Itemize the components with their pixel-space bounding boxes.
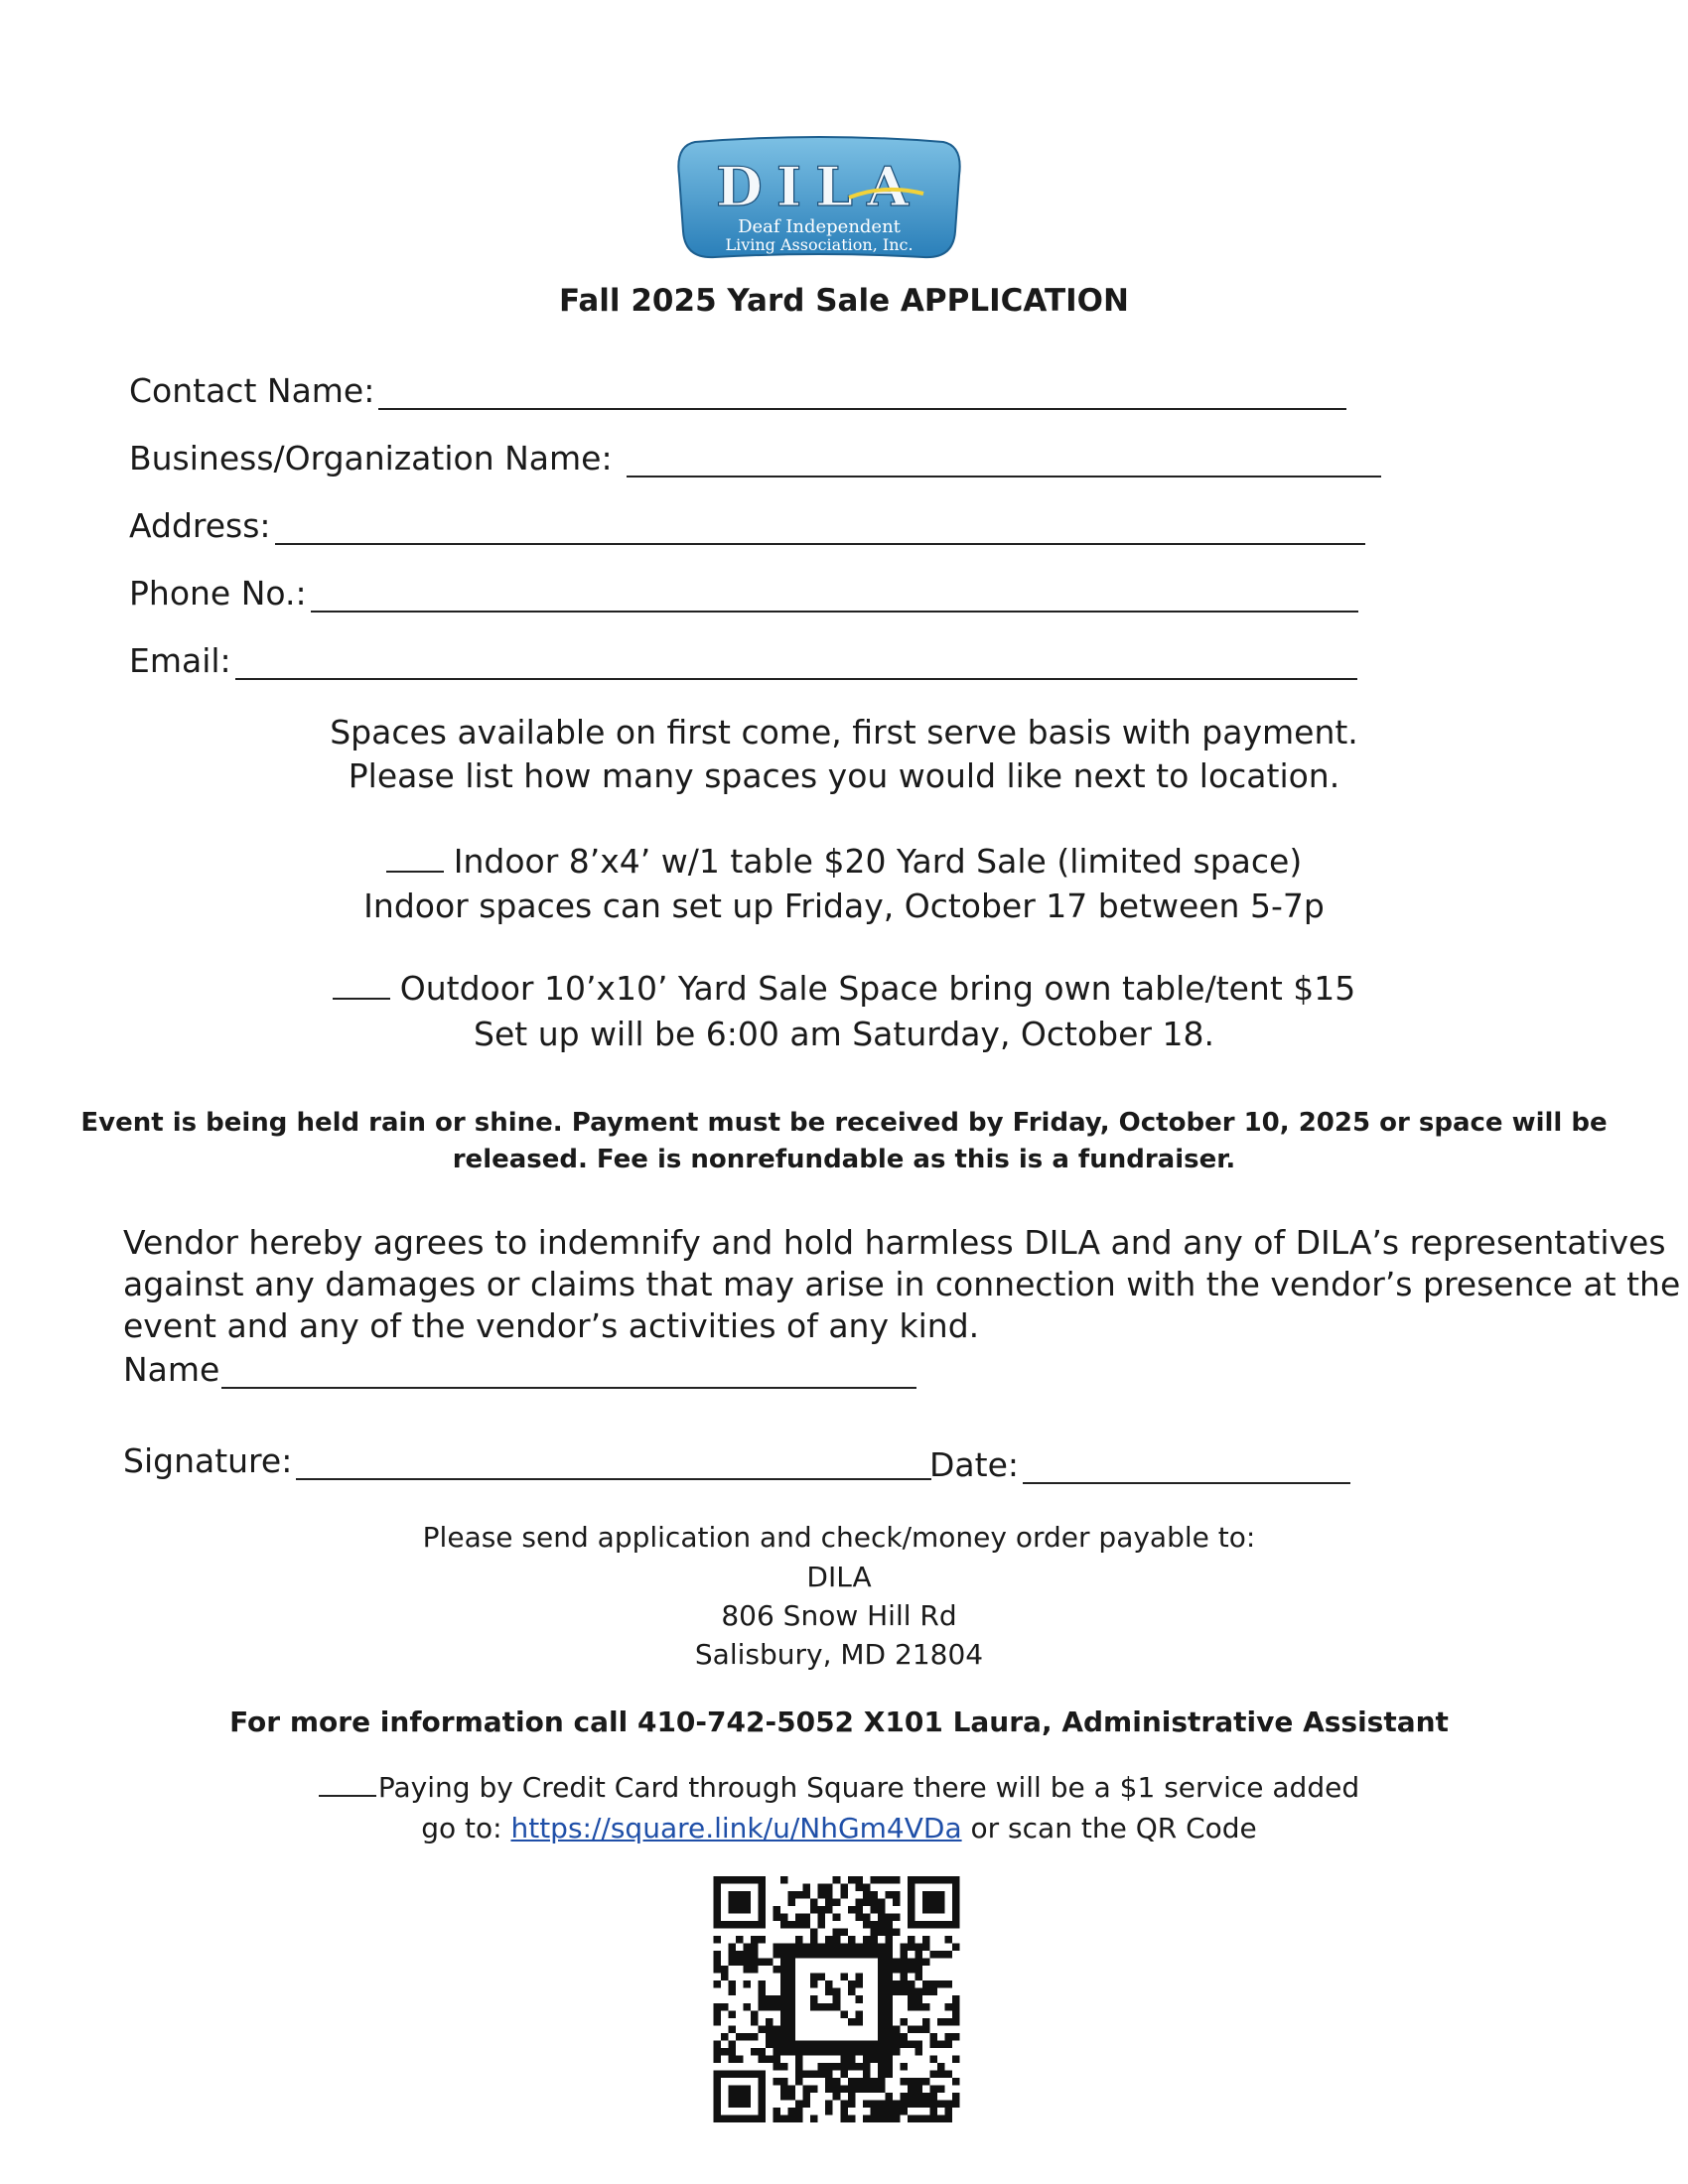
outdoor-count-blank[interactable] bbox=[333, 998, 390, 1000]
waiver-name-line[interactable] bbox=[221, 1387, 916, 1389]
contact-name-line[interactable] bbox=[378, 408, 1346, 410]
spaces-line1: Spaces available on first come, first serve basis with payment. bbox=[330, 713, 1358, 751]
business-name-line[interactable] bbox=[627, 476, 1381, 478]
logo-letters: DILA bbox=[716, 155, 922, 218]
mail-org: DILA bbox=[806, 1561, 872, 1593]
contact-name-label: Contact Name: bbox=[129, 371, 375, 410]
business-name-label: Business/Organization Name: bbox=[129, 439, 613, 478]
phone-field[interactable] bbox=[129, 574, 1358, 613]
waiver-line3: event and any of the vendor’s activities of any kind. bbox=[123, 1306, 980, 1345]
spaces-line2: Please list how many spaces you would like next to location. bbox=[348, 756, 1340, 795]
address-label: Address: bbox=[129, 506, 271, 545]
waiver-line1: Vendor hereby agrees to indemnify and hold harmless DILA and any of DILA’s representatives bbox=[123, 1223, 1666, 1262]
email-label: Email: bbox=[129, 641, 231, 680]
notice-line1: Event is being held rain or shine. Payment must be received by Friday, October 10, 2025 or space will be bbox=[80, 1108, 1608, 1138]
square-link[interactable]: https://square.link/u/NhGm4VDa bbox=[510, 1812, 962, 1844]
qr-code[interactable] bbox=[710, 1876, 963, 2122]
address-field[interactable] bbox=[129, 506, 1365, 545]
credit-card-blank[interactable] bbox=[319, 1795, 376, 1797]
phone-label: Phone No.: bbox=[129, 574, 307, 613]
info-line: For more information call 410-742-5052 X101 Laura, Administrative Assistant bbox=[229, 1706, 1449, 1738]
credit-card-label: Paying by Credit Card through Square there will be a $1 service added bbox=[377, 1771, 1360, 1804]
waiver-name-field[interactable] bbox=[123, 1350, 916, 1389]
date-line[interactable] bbox=[1023, 1482, 1350, 1484]
business-name-field[interactable] bbox=[129, 439, 1381, 478]
logo-line1: Deaf Independent bbox=[738, 216, 901, 237]
waiver-name-label: Name bbox=[123, 1350, 220, 1389]
mail-city: Salisbury, MD 21804 bbox=[694, 1638, 984, 1671]
date-label: Date: bbox=[929, 1445, 1019, 1484]
outdoor-option-label: Outdoor 10’x10’ Yard Sale Space bring own table/tent $15 bbox=[399, 969, 1356, 1008]
dila-logo bbox=[675, 136, 963, 263]
signature-line[interactable] bbox=[296, 1478, 931, 1480]
indoor-option-label: Indoor 8’x4’ w/1 table $20 Yard Sale (limited space) bbox=[453, 842, 1303, 881]
signature-label: Signature: bbox=[123, 1441, 293, 1480]
phone-line[interactable] bbox=[311, 611, 1358, 613]
indoor-setup-text: Indoor spaces can set up Friday, October 17 between 5-7p bbox=[363, 887, 1325, 925]
contact-name-field[interactable] bbox=[129, 371, 1346, 410]
address-line[interactable] bbox=[275, 543, 1365, 545]
outdoor-setup-text: Set up will be 6:00 am Saturday, October 18. bbox=[474, 1015, 1214, 1053]
scan-text: or scan the QR Code bbox=[961, 1812, 1257, 1844]
email-field[interactable] bbox=[129, 641, 1357, 680]
indoor-option[interactable] bbox=[0, 842, 1688, 881]
outdoor-option[interactable] bbox=[0, 969, 1688, 1008]
indoor-count-blank[interactable] bbox=[386, 871, 444, 873]
square-link-line bbox=[0, 1812, 1678, 1844]
mail-instructions: Please send application and check/money order payable to: bbox=[422, 1521, 1256, 1554]
date-field[interactable] bbox=[929, 1445, 1350, 1484]
signature-field[interactable] bbox=[123, 1441, 931, 1480]
mail-street: 806 Snow Hill Rd bbox=[721, 1599, 957, 1632]
logo-line2: Living Association, Inc. bbox=[725, 235, 914, 254]
form-title: Fall 2025 Yard Sale APPLICATION bbox=[559, 283, 1129, 319]
notice-line2: released. Fee is nonrefundable as this is a fundraiser. bbox=[452, 1145, 1236, 1174]
waiver-line2: against any damages or claims that may arise in connection with the vendor’s presence at the bbox=[123, 1265, 1681, 1303]
goto-text: go to: bbox=[421, 1812, 511, 1844]
credit-card-option[interactable] bbox=[0, 1771, 1678, 1804]
email-line[interactable] bbox=[235, 678, 1357, 680]
